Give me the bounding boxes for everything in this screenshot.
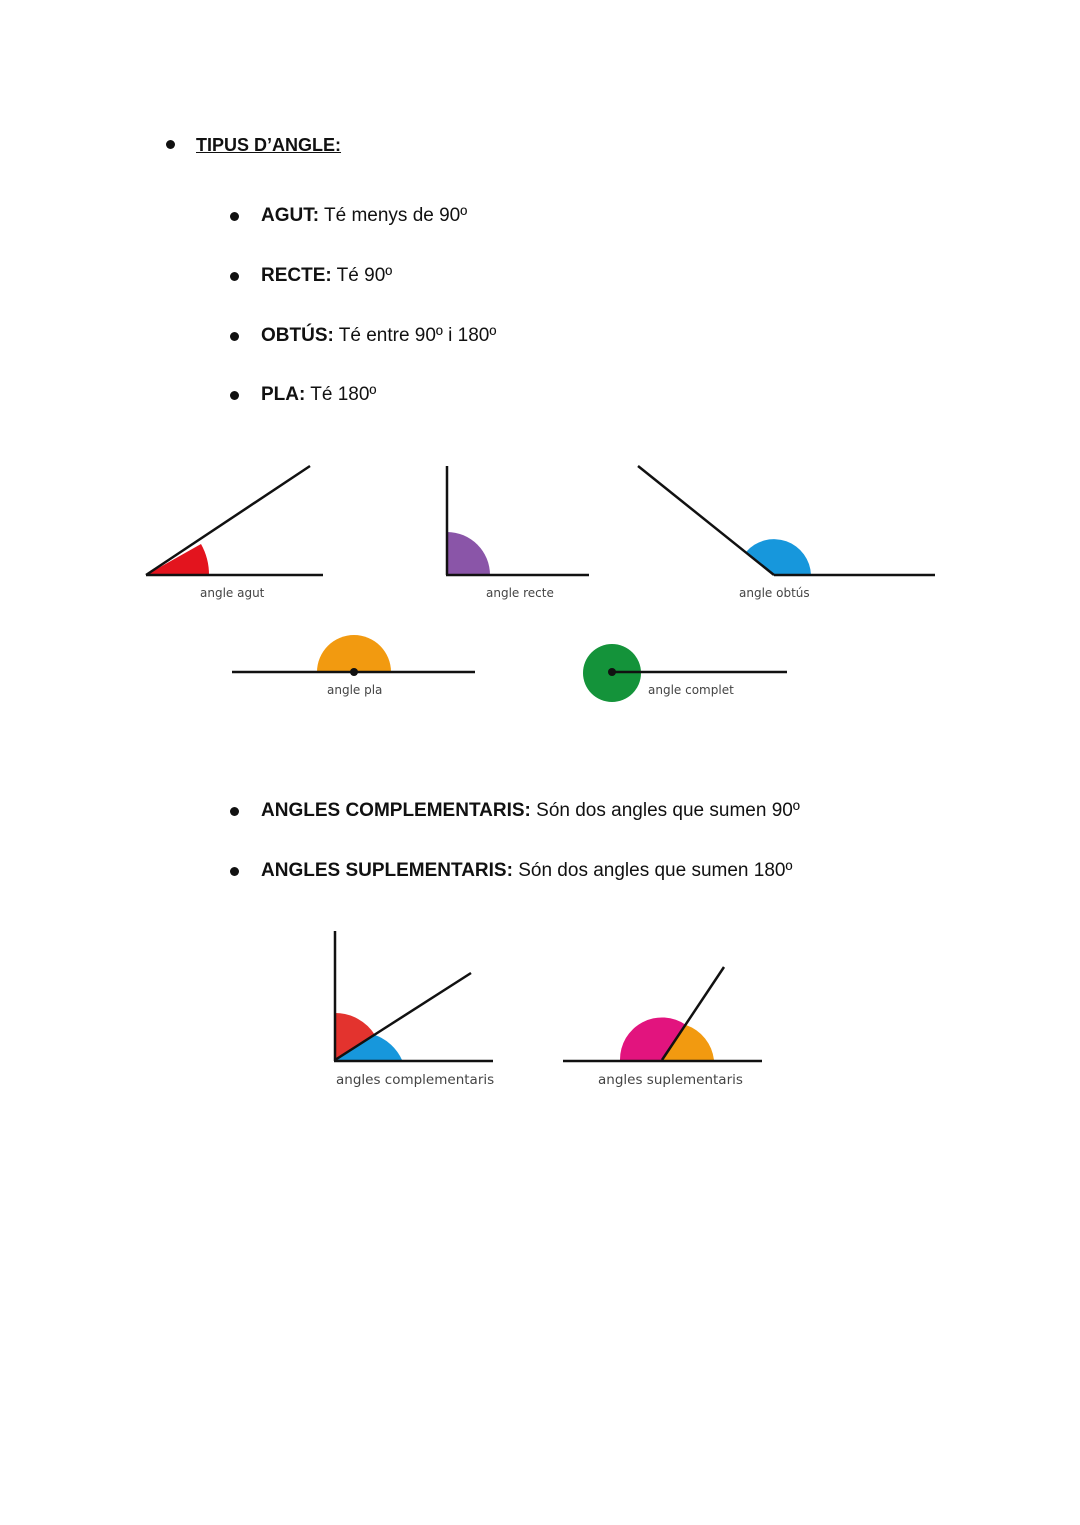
complet-vertex-dot	[608, 668, 616, 676]
figure-angle-complet	[583, 644, 787, 702]
obtus-sector	[746, 539, 811, 575]
desc-agut: Té menys de 90º	[324, 205, 468, 226]
pla-label: angle pla	[327, 683, 383, 697]
recte-sector	[447, 532, 490, 575]
desc-complementaris: Són dos angles que sumen 90º	[536, 800, 800, 821]
desc-suplementaris: Són dos angles que sumen 180º	[518, 860, 793, 881]
complementaris-label: angles complementaris	[336, 1072, 495, 1088]
desc-obtus: Té entre 90º i 180º	[338, 325, 497, 346]
pla-sector	[317, 635, 391, 672]
suplementaris-label: angles suplementaris	[598, 1072, 743, 1088]
desc-recte: Té 90º	[336, 265, 393, 286]
pla-vertex-dot	[350, 668, 358, 676]
figure-angle-pla	[232, 635, 475, 697]
term-recte: RECTE:	[261, 265, 332, 286]
section-heading: TIPUS D’ANGLE:	[196, 135, 342, 155]
recte-label: angle recte	[486, 586, 554, 600]
complementaris-arm-line	[335, 973, 471, 1060]
agut-sector	[146, 544, 209, 575]
term-suplementaris: ANGLES SUPLEMENTARIS:	[261, 860, 513, 881]
agut-label: angle agut	[200, 586, 265, 600]
figure-angle-agut	[146, 466, 323, 600]
term-obtus: OBTÚS:	[261, 325, 334, 346]
complet-label: angle complet	[648, 683, 734, 697]
obtus-arm-line	[638, 466, 774, 575]
term-complementaris: ANGLES COMPLEMENTARIS:	[261, 800, 531, 821]
figure-angle-recte	[446, 466, 589, 600]
term-pla: PLA:	[261, 384, 306, 405]
obtus-label: angle obtús	[739, 586, 810, 600]
term-agut: AGUT:	[261, 205, 320, 226]
desc-pla: Té 180º	[310, 384, 377, 405]
figure-angles-suplementaris	[563, 967, 762, 1088]
figure-angle-obtus	[638, 466, 935, 600]
agut-arm-line	[146, 466, 310, 575]
figure-angles-complementaris	[334, 931, 494, 1088]
